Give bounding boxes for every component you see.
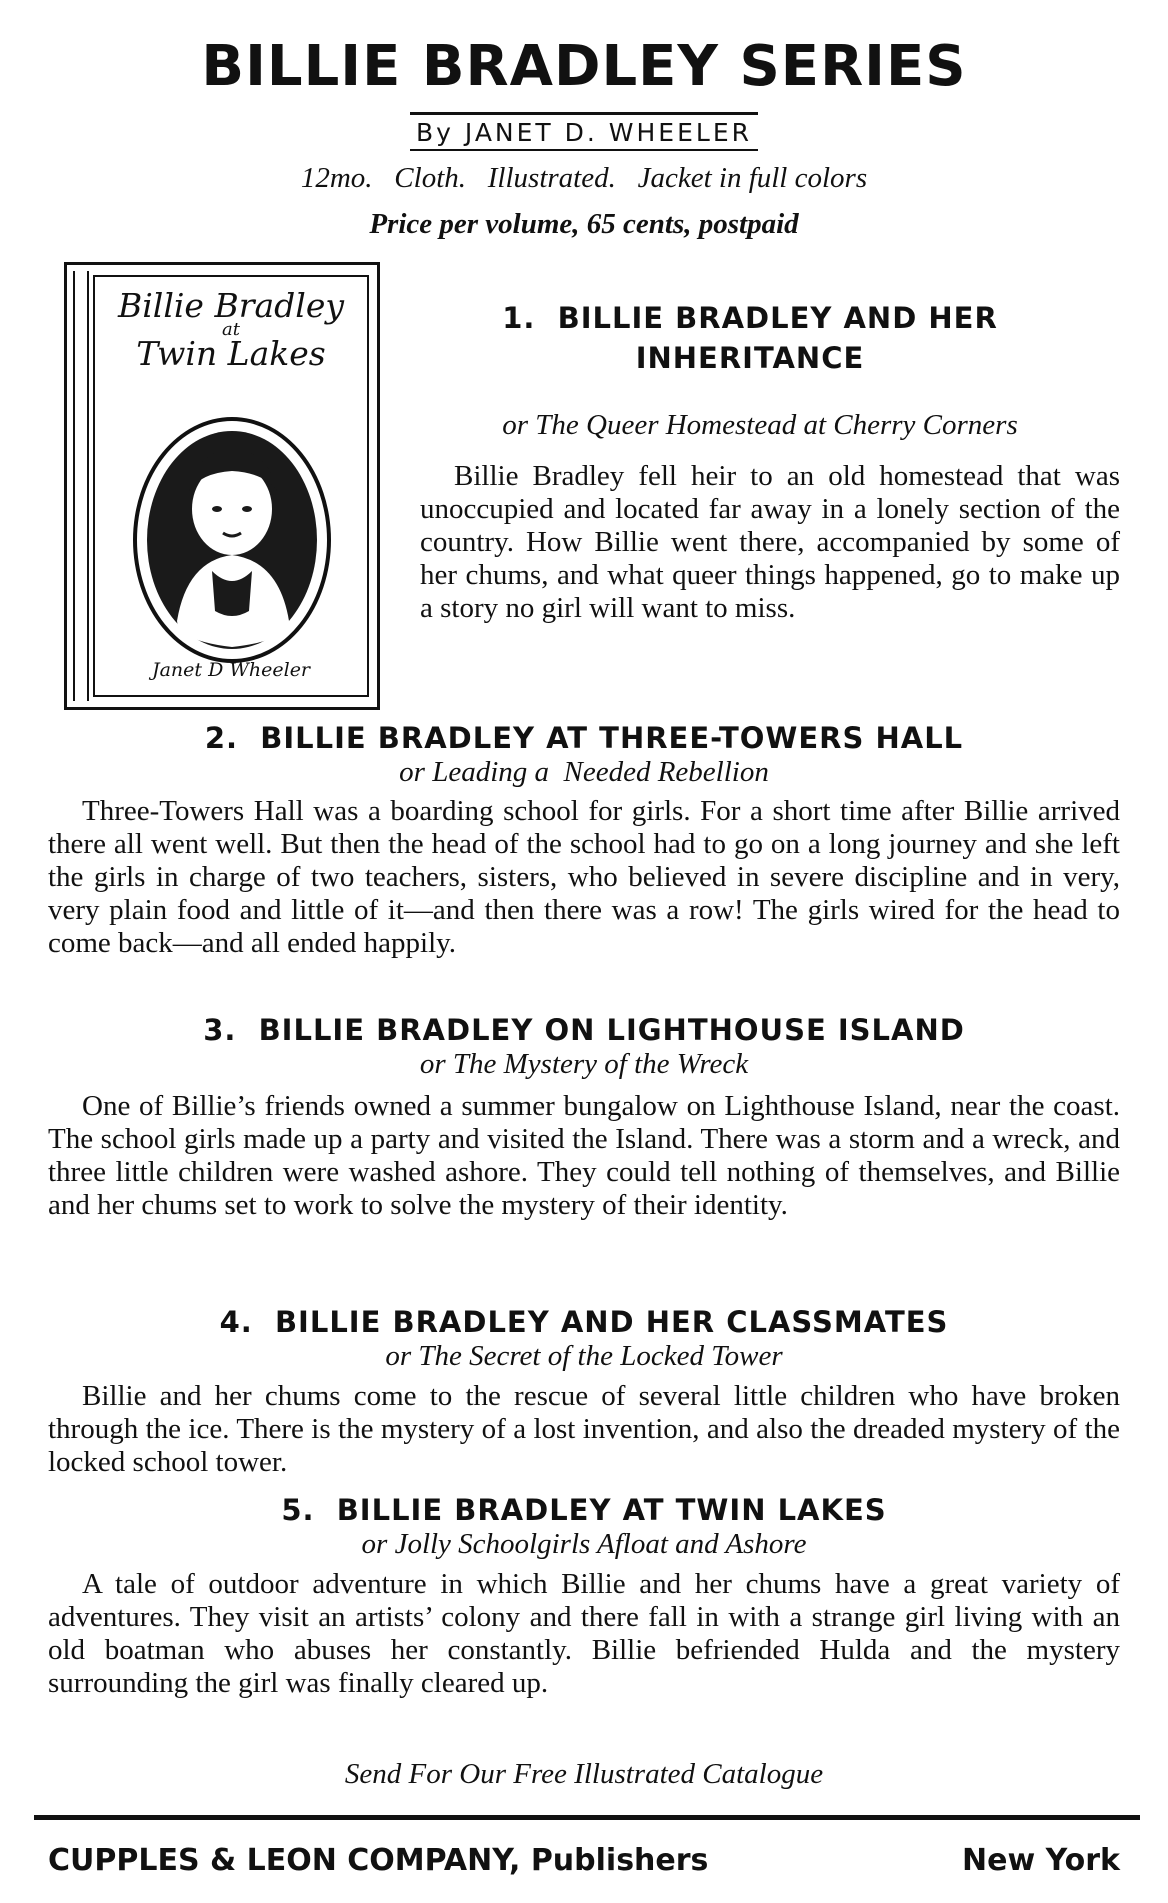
- portrait-oval: [133, 417, 331, 663]
- entry-1-title-line2: INHERITANCE: [635, 341, 865, 375]
- cover-title-line2: Twin Lakes: [136, 334, 326, 373]
- page-title: BILLIE BRADLEY SERIES: [201, 34, 967, 99]
- entry-1-title-line1: 1. BILLIE BRADLEY AND HER: [502, 301, 998, 335]
- footer-divider: [34, 1815, 1140, 1820]
- entry-4-description: Billie and her chums come to the rescue of several little children who have broken through the ice. There is the mystery of a lost invention, and also the dreaded mystery of the locked school tower.: [48, 1380, 1120, 1478]
- cover-title-at: at: [222, 319, 240, 340]
- entry-5-description: A tale of outdoor adventure in which Billie and her chums have a great variety of adventures. They visit an artists’ colony and there fall in with a strange girl living with an old boatman who abuses her constantly. Billie befriended Hulda and the mystery surrounding the girl was finally cleared up.: [48, 1568, 1120, 1699]
- book-cover-illustration: [64, 262, 380, 710]
- entry-3-title: 3. BILLIE BRADLEY ON LIGHTHOUSE ISLAND: [203, 1013, 965, 1047]
- entry-2-title: 2. BILLIE BRADLEY AT THREE-TOWERS HALL: [204, 721, 964, 755]
- entry-4-title: 4. BILLIE BRADLEY AND HER CLASSMATES: [219, 1305, 949, 1339]
- book-spine: [73, 271, 89, 701]
- girl-portrait-icon: [137, 421, 327, 659]
- entry-4-subtitle: or The Secret of the Locked Tower: [385, 1340, 783, 1372]
- byline-container: [0, 112, 1168, 151]
- price-line: Price per volume, 65 cents, postpaid: [369, 208, 799, 240]
- cover-title-line1: Billie Bradley: [117, 286, 345, 325]
- entry-1-title: [380, 298, 1120, 378]
- book-cover-panel: [93, 275, 369, 697]
- publisher-city: New York: [962, 1843, 1120, 1878]
- entry-5-title: 5. BILLIE BRADLEY AT TWIN LAKES: [281, 1493, 887, 1527]
- entry-3-description: One of Billie’s friends owned a summer bungalow on Lighthouse Island, near the coast. The school girls made up a party and visited the Island. There was a storm and a wreck, and three little children were washed ashore. They could tell nothing of themselves, and Billie and her chums set to work to solve the mystery of their identity.: [48, 1090, 1120, 1221]
- format-line: 12mo. Cloth. Illustrated. Jacket in full colors: [300, 162, 868, 194]
- entry-3-subtitle: or The Mystery of the Wreck: [419, 1048, 749, 1080]
- cover-title: [95, 286, 367, 373]
- author-byline: By JANET D. WHEELER: [410, 112, 758, 151]
- entry-2-description: Three-Towers Hall was a boarding school for girls. For a short time after Billie arrived there all went well. But then the head of the school had to go on a long journey and she left the girls in charge of two teachers, sisters, who believed in severe discipline and in very, very plain food and little of it—and then there was a row! The girls wired for the head to come back—and all ended happily.: [48, 795, 1120, 959]
- entry-2-subtitle: or Leading a Needed Rebellion: [399, 756, 769, 788]
- cover-author: Janet D Wheeler: [151, 659, 311, 681]
- publisher-name: CUPPLES & LEON COMPANY, Publishers: [48, 1843, 709, 1878]
- entry-1-description: Billie Bradley fell heir to an old homestead that was unoccupied and located far away in a lonely section of the country. How Billie went there, accompanied by some of her chums, and what queer things happened, go to make up a story no girl will want to miss.: [420, 460, 1120, 624]
- entry-1-subtitle: or The Queer Homestead at Cherry Corners: [502, 409, 1018, 441]
- catalogue-note: Send For Our Free Illustrated Catalogue: [344, 1758, 824, 1790]
- entry-5-subtitle: or Jolly Schoolgirls Afloat and Ashore: [361, 1528, 807, 1560]
